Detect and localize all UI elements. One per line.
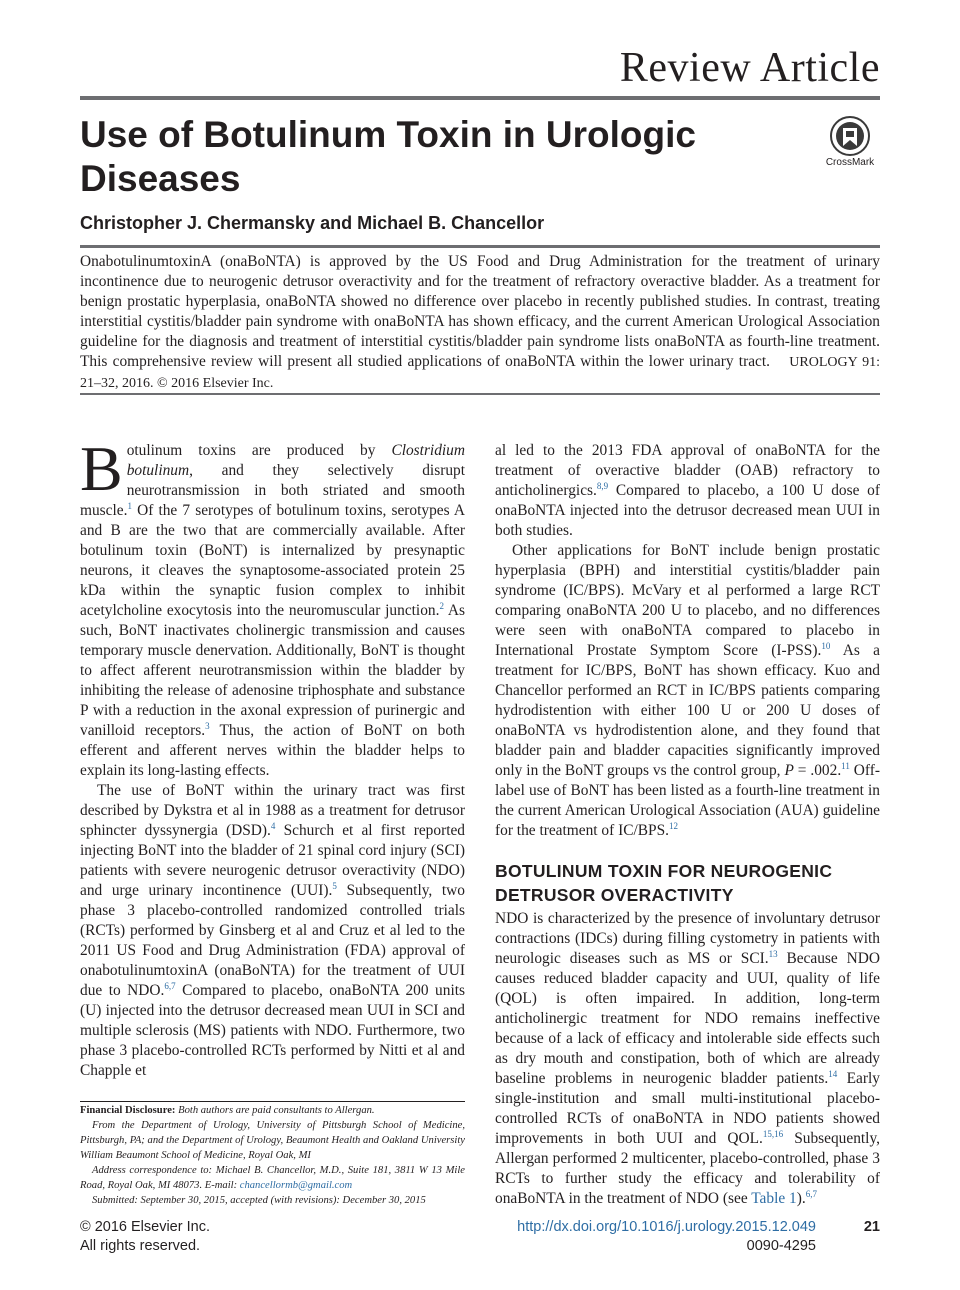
citation-link[interactable]: 6,7 bbox=[164, 981, 176, 991]
citation-link[interactable]: 1 bbox=[127, 501, 132, 511]
financial-disclosure: Financial Disclosure: Both authors are paid consultants to Allergan. bbox=[80, 1105, 375, 1116]
table-link[interactable]: Table 1 bbox=[751, 1190, 797, 1207]
citation-link[interactable]: 11 bbox=[841, 761, 850, 771]
body-column-left bbox=[80, 433, 465, 1081]
affiliations: From the Department of Urology, University of Pittsburgh School of Medicine, Pittsburgh, PA; and the Department of Urology, Beaumont Health and Oakland University William Beaumont School of Medicine, Royal Oak, MI bbox=[80, 1120, 465, 1161]
crossmark-icon bbox=[830, 116, 870, 156]
crossmark-badge[interactable] bbox=[820, 116, 880, 168]
abstract bbox=[80, 252, 880, 394]
body-paragraph: Other applications for BoNT include benign prostatic hyperplasia (BPH) and interstitial cystitis/bladder pain syndrome (IC/BPS). McVary et al performed a large RCT comparing onaBoNTA 200 U to placebo, and no differences were seen with onaBoNTA compared to placebo in International Prostate Symptom Score (I-PSS).$^{10}$ As a treatment for IC/BPS, BoNT has shown efficacy. Kuo and Chancellor performed an RCT in IC/BPS patients comparing hydrodistention with either 100 U or 200 U doses of onaBoNTA vs hydrodistention alone, and they found that bladder pain and bladder capacities significantly improved only in the BoNT groups vs the control group, P = .002.11 Off-label use of BoNT has been listed as a fourth-line treatment in the current American Urological Association (AUA) guideline for the treatment of IC/BPS.$^{12}$ bbox=[495, 542, 880, 839]
abstract-top-rule bbox=[80, 245, 880, 248]
drop-cap: B bbox=[80, 433, 123, 504]
issn: 0090-4295 bbox=[746, 1238, 816, 1254]
citation-link[interactable]: 15,16 bbox=[762, 1129, 784, 1139]
body-column-right bbox=[495, 441, 880, 1209]
article-title: Use of Botulinum Toxin in Urologic Diseases bbox=[80, 114, 696, 199]
journal-reference: UROLOGY 91: 21–32, 2016. © 2016 Elsevier Inc. bbox=[80, 355, 880, 391]
submission-dates: Submitted: September 30, 2015, accepted (with revisions): December 30, 2015 bbox=[92, 1195, 426, 1206]
citation-link[interactable]: 5 bbox=[332, 881, 337, 891]
section-heading: BOTULINUM TOXIN FOR NEUROGENIC DETRUSOR OVERACTIVITY bbox=[495, 861, 833, 905]
correspondence: Address correspondence to: Michael B. Chancellor, M.D., Suite 181, 3811 W 13 Mile Road, Royal Oak, MI 48073. E-mail: chancellormb@gmail.com bbox=[80, 1165, 465, 1191]
abstract-text: OnabotulinumtoxinA (onaBoNTA) is approved by the US Food and Drug Administration for the treatment of urinary incontinence due to neurogenic detrusor overactivity and for the treatment of refractory overactive bladder. As a treatment for benign prostatic hyperplasia, onaBoNTA showed no difference over placebo in recently published studies. In contrast, treating interstitial cystitis/bladder pain syndrome with onaBoNTA has shown efficacy, and the current American Urological Association guideline for the diagnosis and treatment of interstitial cystitis/bladder pain syndrome lists onaBoNTA as fourth-line treatment. This comprehensive review will present all studied applications of onaBoNTA within the lower urinary tract. bbox=[80, 253, 880, 370]
body-paragraph: Botulinum toxins are produced by Clostridium botulinum, and they selectively disrupt neurotransmission in both striated and smooth muscle.$^1$ Of the 7 serotypes of botulinum toxins, serotypes A and B are the two that are commercially available. After botulinum toxin (BoNT) is internalized by presynaptic neurons, it cleaves the synaptosome-associated protein 25 kDa within the synaptic fusion complex to inhibit acetylcholine exocytosis into the neuromuscular junction.$^2$ As such, BoNT inactivates cholinergic transmission and causes temporary muscle denervation. Additionally, BoNT is thought to affect afferent neurotransmission within the bladder by inhibiting the release of adenosine triphosphate and substance P with a reduction in the axonal expression of purinergic and vanilloid receptors.$^3$ Thus, the action of BoNT on both efferent and afferent nerves within the bladder helps to explain its long-lasting effects. bbox=[80, 433, 465, 779]
article-type-label: Review Article bbox=[619, 45, 880, 91]
email-link[interactable]: chancellormb@gmail.com bbox=[239, 1180, 353, 1191]
citation-link[interactable]: 14 bbox=[828, 1069, 838, 1079]
citation-link[interactable]: 3 bbox=[205, 721, 210, 731]
citation-link[interactable]: 12 bbox=[668, 821, 678, 831]
citation-link[interactable]: 4 bbox=[270, 821, 276, 831]
body-paragraph: al led to the 2013 FDA approval of onaBoNTA for the treatment of overactive bladder (OAB) refractory to anticholinergics.$^{8,9}$ Compared to placebo, a 100 U dose of onaBoNTA injected into the detrusor decreased mean UUI in both studies. bbox=[495, 442, 880, 539]
header-rule bbox=[80, 96, 880, 100]
copyright-text: © 2016 Elsevier Inc. bbox=[80, 1219, 210, 1235]
citation-link[interactable]: 2 bbox=[439, 601, 444, 611]
rights-text: All rights reserved. bbox=[80, 1238, 201, 1254]
doi-link[interactable]: http://dx.doi.org/10.1016/j.urology.2015.12.049 bbox=[517, 1219, 816, 1235]
body-paragraph: NDO is characterized by the presence of involuntary detrusor contractions (IDCs) during filling cystometry in patients with neurologic diseases such as MS or SCI.$^{13}$ Because NDO causes reduced bladder capacity and UUI, quality of life (QOL) is often impaired. In addition, long-term anticholinergic treatment for NDO remains ineffective because of a lack of efficacy and intolerable side effects such as dry mouth and constipation, both of which are already baseline problems in neurogenic bladder patients.$^{14}$ Early single-institution and small multi-institutional placebo-controlled RCTs of onaBoNTA in NDO patients showed improvements in both UUI and QOL.$^{15,16}$ Subsequently, Allergan performed 2 multicenter, placebo-controlled, phase 3 RCTs to further study the efficacy and tolerability of onaBoNTA in the treatment of NDO (see Table 1).$^{6,7}$ bbox=[495, 910, 880, 1207]
footer-copyright bbox=[80, 1218, 210, 1256]
crossmark-label: CrossMark bbox=[825, 157, 875, 168]
body-paragraph: The use of BoNT within the urinary tract was first described by Dykstra et al in 1988 as a treatment for detrusor sphincter dyssynergia (DSD).$^4$ Schurch et al first reported injecting BoNT into the bladder of 21 spinal cord injury (SCI) patients with severe neurogenic detrusor overactivity (NDO) and urge urinary incontinence (UUI).$^5$ Subsequently, two phase 3 placebo-controlled randomized controlled trials (RCTs) performed by Ginsberg et al and Cruz et al led to the 2011 US Food and Drug Administration (FDA) approval of onabotulinumtoxinA (onaBoNTA) for the treatment of UUI due to NDO.$^{6,7}$ Compared to placebo, onaBoNTA 200 units (U) injected into the detrusor decreased mean UUI in SCI and multiple sclerosis (MS) patients with NDO. Furthermore, two phase 3 placebo-controlled RCTs performed by Nitti et al and Chapple et bbox=[80, 782, 465, 1079]
citation-link[interactable]: 8,9 bbox=[596, 481, 609, 491]
page-number: 21 bbox=[863, 1219, 880, 1235]
footnote-rule bbox=[80, 1101, 465, 1102]
citation-link[interactable]: 13 bbox=[768, 949, 778, 959]
citation-link[interactable]: 10 bbox=[821, 641, 831, 651]
footnotes bbox=[80, 1103, 465, 1208]
citation-link[interactable]: 6,7 bbox=[805, 1189, 817, 1199]
abstract-bottom-rule bbox=[80, 393, 880, 395]
author-list: Christopher J. Chermansky and Michael B. Chancellor bbox=[80, 213, 545, 233]
